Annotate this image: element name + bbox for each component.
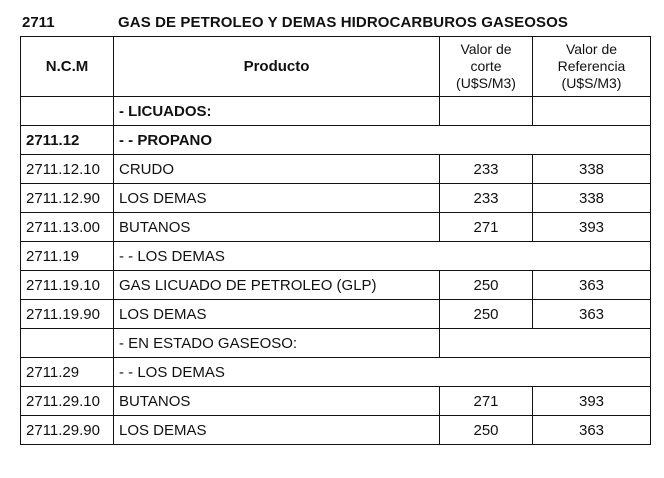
cell-producto: BUTANOS [114, 213, 440, 242]
cell-ncm: 2711.13.00 [21, 213, 114, 242]
table-row [21, 184, 651, 213]
cell-valor-referencia: 393 [533, 387, 651, 416]
cell-ncm: 2711.29.90 [21, 416, 114, 445]
cell-producto: - - LOS DEMAS [114, 358, 651, 387]
cell-valor-referencia: 338 [533, 184, 651, 213]
cell-producto: - - LOS DEMAS [114, 242, 651, 271]
table-row [21, 271, 651, 300]
column-header-line: (U$S/M3) [456, 75, 516, 91]
table-row [21, 329, 651, 358]
column-header-line: (U$S/M3) [561, 75, 622, 91]
table-row [21, 300, 651, 329]
cell-ncm: 2711.19.10 [21, 271, 114, 300]
table-body [21, 97, 651, 445]
heading-code: 2711 [22, 14, 55, 31]
table-row [21, 416, 651, 445]
cell-ncm: 2711.12.10 [21, 155, 114, 184]
cell-ncm: 2711.19.90 [21, 300, 114, 329]
table-row [21, 213, 651, 242]
cell-producto: LOS DEMAS [114, 300, 440, 329]
column-header-ncm: N.C.M [21, 37, 114, 97]
cell-ncm [21, 97, 114, 126]
column-header-line: corte [470, 58, 502, 74]
cell-producto: LOS DEMAS [114, 416, 440, 445]
column-header-producto: Producto [114, 37, 440, 97]
cell-valor-corte: 271 [440, 213, 533, 242]
cell-ncm: 2711.29 [21, 358, 114, 387]
cell-producto: CRUDO [114, 155, 440, 184]
table-row [21, 126, 651, 155]
cell-valor-corte: 250 [440, 271, 533, 300]
column-header-line: Valor de [460, 41, 512, 57]
cell-valor-referencia: 363 [533, 271, 651, 300]
cell-valor-corte: 271 [440, 387, 533, 416]
cell-ncm: 2711.12.90 [21, 184, 114, 213]
cell-valor-referencia: 363 [533, 300, 651, 329]
cell-producto: GAS LICUADO DE PETROLEO (GLP) [114, 271, 440, 300]
cell-producto: - LICUADOS: [114, 97, 440, 126]
table-row [21, 358, 651, 387]
cell-valor-referencia [533, 97, 651, 126]
cell-valor-corte: 250 [440, 416, 533, 445]
table-row [21, 155, 651, 184]
cell-producto: - EN ESTADO GASEOSO: [114, 329, 440, 358]
column-header-valor-corte [440, 37, 533, 97]
cell-producto: LOS DEMAS [114, 184, 440, 213]
cell-values-empty [440, 329, 651, 358]
tariff-table [20, 36, 651, 445]
cell-ncm: 2711.12 [21, 126, 114, 155]
table-row [21, 242, 651, 271]
cell-ncm: 2711.19 [21, 242, 114, 271]
cell-valor-referencia: 338 [533, 155, 651, 184]
cell-valor-corte: 233 [440, 155, 533, 184]
table-row [21, 97, 651, 126]
column-header-valor-referencia [533, 37, 651, 97]
cell-valor-referencia: 363 [533, 416, 651, 445]
heading-title: GAS DE PETROLEO Y DEMAS HIDROCARBUROS GASEOSOS [118, 14, 568, 31]
column-header-line: Referencia [557, 58, 626, 74]
cell-ncm [21, 329, 114, 358]
cell-valor-referencia: 393 [533, 213, 651, 242]
cell-valor-corte: 250 [440, 300, 533, 329]
cell-ncm: 2711.29.10 [21, 387, 114, 416]
section-heading [20, 13, 650, 33]
table-row [21, 387, 651, 416]
table-header-row [21, 37, 651, 97]
cell-valor-corte [440, 97, 533, 126]
cell-valor-corte: 233 [440, 184, 533, 213]
column-header-line: Valor de [565, 41, 618, 57]
cell-producto: - - PROPANO [114, 126, 651, 155]
cell-producto: BUTANOS [114, 387, 440, 416]
